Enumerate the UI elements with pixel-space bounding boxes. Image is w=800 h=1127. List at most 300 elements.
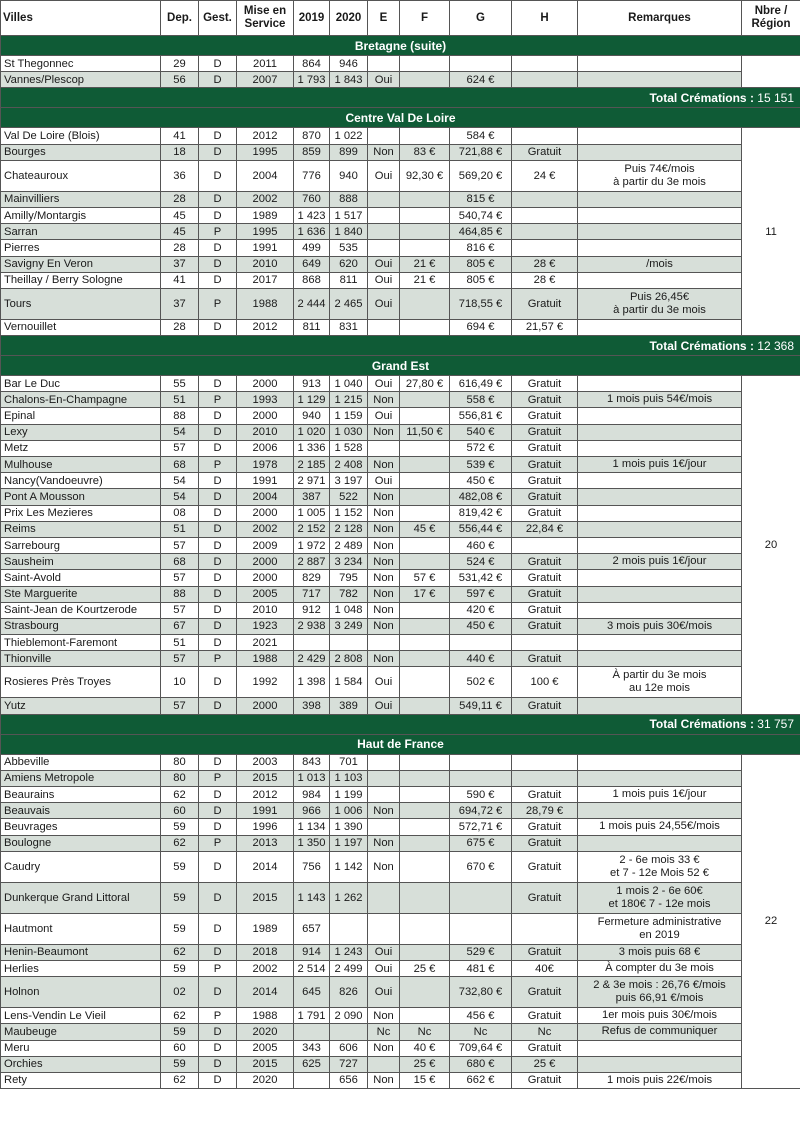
- cell-mise-en-service: 2012: [237, 319, 294, 335]
- cell-2020: 1 215: [330, 392, 368, 408]
- table-row: [1, 803, 800, 819]
- cell-ville: Chateauroux: [1, 160, 161, 191]
- cell-dep: 54: [161, 489, 199, 505]
- cell-2020: 1 030: [330, 424, 368, 440]
- cell-ville: Henin-Beaumont: [1, 944, 161, 960]
- cell-h: [512, 128, 578, 144]
- cell-ville: Reims: [1, 521, 161, 537]
- cell-2019: 398: [294, 698, 330, 714]
- cell-ville: Chalons-En-Champagne: [1, 392, 161, 408]
- cell-2019: 649: [294, 256, 330, 272]
- cell-f: [400, 440, 450, 456]
- cell-mise-en-service: 2018: [237, 944, 294, 960]
- cell-e: Non: [368, 1040, 400, 1056]
- cell-dep: 54: [161, 424, 199, 440]
- table-row: [1, 1056, 800, 1072]
- cell-g: [450, 913, 512, 944]
- cell-gest: D: [199, 913, 237, 944]
- cell-remarques: /mois: [578, 256, 742, 272]
- cell-remarques: [578, 319, 742, 335]
- cell-remarques: [578, 505, 742, 521]
- cell-dep: 28: [161, 240, 199, 256]
- cell-f: [400, 240, 450, 256]
- cell-remarques: [578, 586, 742, 602]
- table-row: [1, 944, 800, 960]
- cell-ville: Boulogne: [1, 835, 161, 851]
- cell-gest: D: [199, 424, 237, 440]
- cell-dep: 36: [161, 160, 199, 191]
- cell-g: 460 €: [450, 537, 512, 553]
- cell-gest: P: [199, 288, 237, 319]
- cell-f: 40 €: [400, 1040, 450, 1056]
- cell-mise-en-service: 1995: [237, 224, 294, 240]
- table-body: [1, 36, 800, 1089]
- cell-e: Non: [368, 457, 400, 473]
- table-row: [1, 440, 800, 456]
- cell-f: [400, 537, 450, 553]
- cell-e: [368, 754, 400, 770]
- cell-f: [400, 835, 450, 851]
- cell-dep: 45: [161, 224, 199, 240]
- cell-mise-en-service: 2010: [237, 602, 294, 618]
- cell-mise-en-service: 2000: [237, 554, 294, 570]
- table-row: [1, 1008, 800, 1024]
- cell-h: Gratuit: [512, 698, 578, 714]
- cell-remarques: [578, 272, 742, 288]
- col-header-remarques: Remarques: [578, 1, 742, 36]
- cell-e: Non: [368, 651, 400, 667]
- table-row: [1, 602, 800, 618]
- cell-f: 92,30 €: [400, 160, 450, 191]
- cell-g: 718,55 €: [450, 288, 512, 319]
- cell-gest: D: [199, 505, 237, 521]
- cell-2019: 1 020: [294, 424, 330, 440]
- cell-h: 28,79 €: [512, 803, 578, 819]
- cell-h: [512, 770, 578, 786]
- cell-ville: Val De Loire (Blois): [1, 128, 161, 144]
- cell-e: [368, 440, 400, 456]
- cell-f: [400, 882, 450, 913]
- cell-h: [512, 207, 578, 223]
- cell-2020: 782: [330, 586, 368, 602]
- cell-2020: 389: [330, 698, 368, 714]
- cell-h: [512, 754, 578, 770]
- cell-2020: 946: [330, 56, 368, 72]
- cell-mise-en-service: 2009: [237, 537, 294, 553]
- cell-dep: 28: [161, 191, 199, 207]
- cell-g: 549,11 €: [450, 698, 512, 714]
- cell-mise-en-service: 2020: [237, 1024, 294, 1040]
- cell-remarques: [578, 521, 742, 537]
- cell-2019: 499: [294, 240, 330, 256]
- cell-e: Non: [368, 489, 400, 505]
- cell-2020: 1 528: [330, 440, 368, 456]
- cell-h: Gratuit: [512, 288, 578, 319]
- cell-2019: [294, 1072, 330, 1088]
- cell-ville: Hautmont: [1, 913, 161, 944]
- cell-e: Oui: [368, 960, 400, 976]
- cell-dep: 62: [161, 944, 199, 960]
- cell-dep: 02: [161, 977, 199, 1008]
- cell-2019: 1 134: [294, 819, 330, 835]
- cell-mise-en-service: 2005: [237, 1040, 294, 1056]
- cell-g: 540,74 €: [450, 207, 512, 223]
- cell-2020: 3 234: [330, 554, 368, 570]
- total-label: Total Crémations :: [649, 717, 754, 732]
- cell-remarques: [578, 698, 742, 714]
- table-row: [1, 618, 800, 634]
- cell-mise-en-service: 1978: [237, 457, 294, 473]
- cell-2019: 625: [294, 1056, 330, 1072]
- cell-ville: Dunkerque Grand Littoral: [1, 882, 161, 913]
- cell-2020: 2 808: [330, 651, 368, 667]
- cell-2020: 1 840: [330, 224, 368, 240]
- table-row: [1, 272, 800, 288]
- cell-g: [450, 882, 512, 913]
- cell-2019: 913: [294, 376, 330, 392]
- cell-2020: 795: [330, 570, 368, 586]
- cell-2019: [294, 1024, 330, 1040]
- col-header-g: G: [450, 1, 512, 36]
- cell-f: 17 €: [400, 586, 450, 602]
- total-row: [1, 88, 800, 108]
- cell-remarques: [578, 1040, 742, 1056]
- cell-gest: D: [199, 376, 237, 392]
- cell-ville: Abbeville: [1, 754, 161, 770]
- cell-f: [400, 56, 450, 72]
- cell-ville: Lexy: [1, 424, 161, 440]
- table-row: [1, 1072, 800, 1088]
- table-row: [1, 256, 800, 272]
- table-row: [1, 72, 800, 88]
- cell-g: 450 €: [450, 618, 512, 634]
- cell-2019: 1 350: [294, 835, 330, 851]
- cell-ville: Thieblemont-Faremont: [1, 635, 161, 651]
- cell-f: [400, 224, 450, 240]
- cell-mise-en-service: 2014: [237, 851, 294, 882]
- cell-2019: 1 005: [294, 505, 330, 521]
- cell-mise-en-service: 2013: [237, 835, 294, 851]
- cell-f: [400, 207, 450, 223]
- cell-h: Gratuit: [512, 586, 578, 602]
- cell-mise-en-service: 2000: [237, 698, 294, 714]
- cell-gest: D: [199, 882, 237, 913]
- cell-gest: D: [199, 72, 237, 88]
- cell-e: [368, 207, 400, 223]
- region-title: Grand Est: [1, 356, 800, 376]
- cell-h: [512, 191, 578, 207]
- cell-h: 28 €: [512, 256, 578, 272]
- cell-remarques: [578, 207, 742, 223]
- header-row: [1, 1, 800, 36]
- cell-dep: 57: [161, 602, 199, 618]
- cell-gest: D: [199, 698, 237, 714]
- cell-2020: 2 090: [330, 1008, 368, 1024]
- cell-remarques: 1 mois puis 1€/jour: [578, 787, 742, 803]
- cell-ville: Strasbourg: [1, 618, 161, 634]
- cell-dep: 41: [161, 128, 199, 144]
- cell-mise-en-service: 2010: [237, 424, 294, 440]
- cell-f: [400, 635, 450, 651]
- cell-e: Non: [368, 1008, 400, 1024]
- region-title: Haut de France: [1, 734, 800, 754]
- cell-2019: 2 429: [294, 651, 330, 667]
- table-row: [1, 191, 800, 207]
- col-header-nbre-region: Nbre / Région: [742, 1, 800, 36]
- cell-2019: 776: [294, 160, 330, 191]
- cell-2019: 645: [294, 977, 330, 1008]
- table-row: [1, 56, 800, 72]
- cell-remarques: 2 & 3e mois : 26,76 €/mois puis 66,91 €/mois: [578, 977, 742, 1008]
- cell-ville: Vannes/Plescop: [1, 72, 161, 88]
- cell-f: [400, 651, 450, 667]
- cell-g: 556,81 €: [450, 408, 512, 424]
- cell-g: 680 €: [450, 1056, 512, 1072]
- cell-ville: Amilly/Montargis: [1, 207, 161, 223]
- cell-h: Gratuit: [512, 457, 578, 473]
- table-row: [1, 319, 800, 335]
- cell-2020: 888: [330, 191, 368, 207]
- cell-remarques: [578, 240, 742, 256]
- cell-2019: 1 423: [294, 207, 330, 223]
- cell-e: Oui: [368, 667, 400, 698]
- col-header-h: H: [512, 1, 578, 36]
- table-row: [1, 1040, 800, 1056]
- cell-f: [400, 770, 450, 786]
- cell-mise-en-service: 2000: [237, 505, 294, 521]
- cell-dep: 56: [161, 72, 199, 88]
- cell-mise-en-service: 2000: [237, 408, 294, 424]
- cell-g: 584 €: [450, 128, 512, 144]
- table-row: [1, 667, 800, 698]
- cell-h: Gratuit: [512, 570, 578, 586]
- cell-gest: D: [199, 667, 237, 698]
- cell-mise-en-service: 1989: [237, 207, 294, 223]
- cell-e: Non: [368, 144, 400, 160]
- cell-2019: 1 793: [294, 72, 330, 88]
- cell-f: [400, 489, 450, 505]
- cell-h: Gratuit: [512, 618, 578, 634]
- cell-ville: Bar Le Duc: [1, 376, 161, 392]
- cell-g: 440 €: [450, 651, 512, 667]
- cell-dep: 57: [161, 570, 199, 586]
- cell-ville: Maubeuge: [1, 1024, 161, 1040]
- cell-g: 597 €: [450, 586, 512, 602]
- cell-2020: 1 040: [330, 376, 368, 392]
- cell-e: Non: [368, 424, 400, 440]
- cell-g: 805 €: [450, 256, 512, 272]
- cell-mise-en-service: 2014: [237, 977, 294, 1008]
- cell-f: 11,50 €: [400, 424, 450, 440]
- cell-dep: 59: [161, 913, 199, 944]
- cell-remarques: [578, 602, 742, 618]
- cell-f: [400, 408, 450, 424]
- cell-mise-en-service: 2010: [237, 256, 294, 272]
- cell-g: 456 €: [450, 1008, 512, 1024]
- cell-gest: D: [199, 1040, 237, 1056]
- cell-remarques: [578, 191, 742, 207]
- cell-2020: 1 103: [330, 770, 368, 786]
- cell-gest: D: [199, 56, 237, 72]
- cell-2020: 1 517: [330, 207, 368, 223]
- cell-ville: Nancy(Vandoeuvre): [1, 473, 161, 489]
- cell-remarques: 1 mois puis 54€/mois: [578, 392, 742, 408]
- cell-e: Oui: [368, 698, 400, 714]
- cell-g: 556,44 €: [450, 521, 512, 537]
- cell-2020: 2 489: [330, 537, 368, 553]
- cell-mise-en-service: 2017: [237, 272, 294, 288]
- cell-gest: D: [199, 128, 237, 144]
- cell-dep: 60: [161, 1040, 199, 1056]
- cell-dep: 18: [161, 144, 199, 160]
- cell-e: [368, 913, 400, 944]
- cell-f: [400, 505, 450, 521]
- cell-2020: 1 262: [330, 882, 368, 913]
- cell-h: Gratuit: [512, 144, 578, 160]
- cell-remarques: À compter du 3e mois: [578, 960, 742, 976]
- cell-g: 572,71 €: [450, 819, 512, 835]
- cell-mise-en-service: 2012: [237, 128, 294, 144]
- cell-gest: D: [199, 803, 237, 819]
- cell-g: 502 €: [450, 667, 512, 698]
- cell-f: Nc: [400, 1024, 450, 1040]
- cell-ville: Theillay / Berry Sologne: [1, 272, 161, 288]
- cell-ville: Amiens Metropole: [1, 770, 161, 786]
- cell-e: [368, 56, 400, 72]
- cell-2019: [294, 635, 330, 651]
- cell-e: Non: [368, 851, 400, 882]
- cell-e: Oui: [368, 288, 400, 319]
- cell-e: [368, 1056, 400, 1072]
- cell-remarques: [578, 754, 742, 770]
- cell-gest: P: [199, 1008, 237, 1024]
- cell-ville: Rosieres Près Troyes: [1, 667, 161, 698]
- cell-gest: P: [199, 651, 237, 667]
- table-row: [1, 144, 800, 160]
- cell-g: 420 €: [450, 602, 512, 618]
- cell-dep: 68: [161, 554, 199, 570]
- col-header-gest: Gest.: [199, 1, 237, 36]
- cell-g: 482,08 €: [450, 489, 512, 505]
- cell-mise-en-service: 2015: [237, 882, 294, 913]
- table-row: [1, 408, 800, 424]
- region-header-row: [1, 356, 800, 376]
- total-value: 12 368: [757, 338, 794, 353]
- cell-ville: Bourges: [1, 144, 161, 160]
- cell-e: [368, 787, 400, 803]
- cell-remarques: [578, 770, 742, 786]
- cell-gest: D: [199, 602, 237, 618]
- cell-dep: 62: [161, 1008, 199, 1024]
- cell-ville: Sarrebourg: [1, 537, 161, 553]
- cell-e: Oui: [368, 473, 400, 489]
- cell-remarques: 1 mois puis 22€/mois: [578, 1072, 742, 1088]
- cell-remarques: [578, 1056, 742, 1072]
- table-row: [1, 835, 800, 851]
- cell-dep: 59: [161, 1024, 199, 1040]
- table-row: [1, 457, 800, 473]
- table-row: [1, 207, 800, 223]
- cell-h: Gratuit: [512, 835, 578, 851]
- cell-f: [400, 618, 450, 634]
- cell-e: Nc: [368, 1024, 400, 1040]
- cell-e: Oui: [368, 256, 400, 272]
- cell-g: 709,64 €: [450, 1040, 512, 1056]
- cell-f: [400, 288, 450, 319]
- cell-remarques: [578, 570, 742, 586]
- cell-f: [400, 944, 450, 960]
- cell-gest: D: [199, 787, 237, 803]
- cell-e: [368, 224, 400, 240]
- table-row: [1, 554, 800, 570]
- cell-e: [368, 191, 400, 207]
- cell-f: 83 €: [400, 144, 450, 160]
- cell-gest: D: [199, 408, 237, 424]
- cell-e: Oui: [368, 160, 400, 191]
- cell-f: 21 €: [400, 256, 450, 272]
- cell-h: Gratuit: [512, 977, 578, 1008]
- cell-nbre-region: [742, 56, 800, 88]
- cell-gest: D: [199, 160, 237, 191]
- table-row: [1, 376, 800, 392]
- cell-remarques: 3 mois puis 30€/mois: [578, 618, 742, 634]
- cell-2019: 859: [294, 144, 330, 160]
- cell-e: Oui: [368, 376, 400, 392]
- cell-g: 540 €: [450, 424, 512, 440]
- cell-2019: 914: [294, 944, 330, 960]
- cell-ville: Sarran: [1, 224, 161, 240]
- cell-h: Gratuit: [512, 1072, 578, 1088]
- cell-mise-en-service: 1991: [237, 803, 294, 819]
- table-row: [1, 586, 800, 602]
- cell-f: 25 €: [400, 960, 450, 976]
- cell-gest: P: [199, 392, 237, 408]
- cell-gest: D: [199, 489, 237, 505]
- cell-dep: 57: [161, 651, 199, 667]
- cell-dep: 41: [161, 272, 199, 288]
- cell-f: [400, 913, 450, 944]
- cell-dep: 88: [161, 408, 199, 424]
- cell-f: 27,80 €: [400, 376, 450, 392]
- cell-remarques: [578, 440, 742, 456]
- cell-mise-en-service: 2004: [237, 489, 294, 505]
- cell-mise-en-service: 1991: [237, 473, 294, 489]
- cell-mise-en-service: 1996: [237, 819, 294, 835]
- cell-h: [512, 224, 578, 240]
- cell-mise-en-service: 2012: [237, 787, 294, 803]
- cell-2020: [330, 1024, 368, 1040]
- cell-f: [400, 977, 450, 1008]
- cell-gest: D: [199, 1056, 237, 1072]
- cell-gest: P: [199, 770, 237, 786]
- cell-2020: 2 465: [330, 288, 368, 319]
- table-row: [1, 473, 800, 489]
- cell-h: Nc: [512, 1024, 578, 1040]
- cell-e: Non: [368, 521, 400, 537]
- cell-2019: 760: [294, 191, 330, 207]
- cell-g: 590 €: [450, 787, 512, 803]
- cell-2019: 657: [294, 913, 330, 944]
- cell-gest: D: [199, 272, 237, 288]
- cell-2019: 1 143: [294, 882, 330, 913]
- cell-h: Gratuit: [512, 505, 578, 521]
- cell-mise-en-service: 2004: [237, 160, 294, 191]
- cell-e: [368, 319, 400, 335]
- cell-h: Gratuit: [512, 554, 578, 570]
- cell-gest: P: [199, 960, 237, 976]
- total-cell: [1, 88, 800, 108]
- cell-gest: D: [199, 191, 237, 207]
